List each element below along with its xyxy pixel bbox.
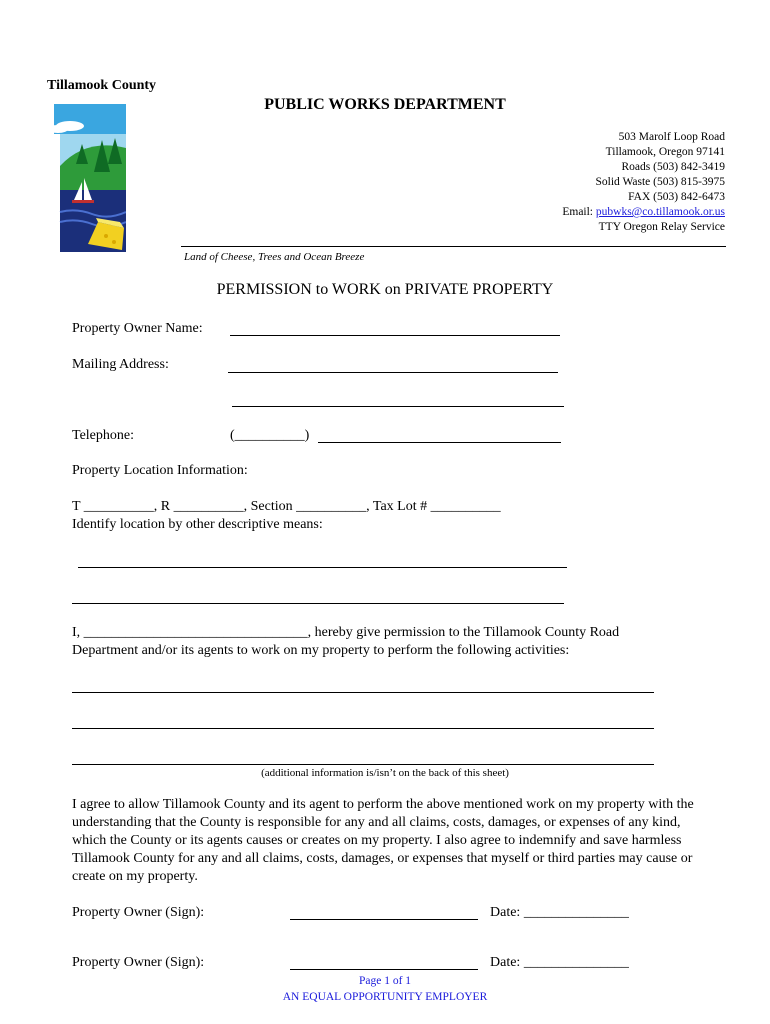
owner-name-label: Property Owner Name:: [72, 321, 203, 336]
phone-solid-waste: Solid Waste (503) 815-3975: [595, 176, 725, 188]
tagline: Land of Cheese, Trees and Ocean Breeze: [184, 251, 365, 263]
date-field-2[interactable]: Date: _______________: [490, 955, 629, 970]
email-row: [562, 205, 725, 220]
telephone-area-code-field[interactable]: (__________): [230, 428, 310, 443]
location-label: Property Location Information:: [72, 463, 248, 478]
phone-roads: Roads (503) 842-3419: [621, 161, 725, 173]
location-description-field-1[interactable]: [78, 567, 567, 568]
additional-info-note: (additional information is/isn’t on the back of this sheet): [261, 767, 509, 779]
email-link[interactable]: pubwks@co.tillamook.or.us: [595, 206, 725, 218]
header-divider: [181, 246, 726, 247]
trs-fields[interactable]: T __________, R __________, Section __________, Tax Lot # __________: [72, 499, 501, 514]
identify-location-label: Identify location by other descriptive means:: [72, 517, 323, 532]
permission-statement-line-2: Department and/or its agents to work on my property to perform the following activities:: [72, 643, 570, 658]
form-title: PERMISSION to WORK on PRIVATE PROPERTY: [216, 281, 554, 298]
date-field-1[interactable]: Date: _______________: [490, 905, 629, 920]
agreement-paragraph: I agree to allow Tillamook County and its agent to perform the above mentioned work on my property with the understanding that the County is responsible for any and all claims, costs, damages, or expenses of any kind, which the County or its agents causes or creates on my property. I also agree to indemnify and save harmless Tillamook County for any and all claims, costs, damages, or expenses that myself or third parties may cause or create on my property.: [72, 797, 694, 884]
mailing-address-field-2[interactable]: [232, 406, 564, 407]
address-city: Tillamook, Oregon 97141: [605, 146, 725, 158]
fax-number: FAX (503) 842-6473: [628, 191, 725, 203]
owner-sign-label-2: Property Owner (Sign):: [72, 955, 205, 970]
activities-field-1[interactable]: [72, 692, 654, 693]
email-label: Email:: [562, 206, 596, 218]
county-name: Tillamook County: [47, 78, 157, 93]
page-number: Page 1 of 1: [358, 975, 412, 987]
owner-sign-label-1: Property Owner (Sign):: [72, 905, 205, 920]
mailing-address-field-1[interactable]: [228, 372, 558, 373]
owner-signature-field-1[interactable]: [290, 919, 478, 920]
activities-field-3[interactable]: [72, 764, 654, 765]
equal-opportunity-footer: AN EQUAL OPPORTUNITY EMPLOYER: [282, 991, 488, 1003]
county-logo: [46, 104, 126, 259]
owner-name-field[interactable]: [230, 335, 560, 336]
owner-signature-field-2[interactable]: [290, 969, 478, 970]
permission-statement-line-1[interactable]: I, ________________________________, hereby give permission to the Tillamook County Road: [72, 625, 620, 640]
telephone-number-field[interactable]: [318, 442, 561, 443]
department-title: PUBLIC WORKS DEPARTMENT: [264, 96, 506, 113]
mailing-address-label: Mailing Address:: [72, 357, 169, 372]
activities-field-2[interactable]: [72, 728, 654, 729]
telephone-label: Telephone:: [72, 428, 134, 443]
address-street: 503 Marolf Loop Road: [618, 131, 725, 143]
tty-service: TTY Oregon Relay Service: [598, 221, 725, 233]
address-block: [562, 130, 725, 235]
location-description-field-2[interactable]: [72, 603, 564, 604]
